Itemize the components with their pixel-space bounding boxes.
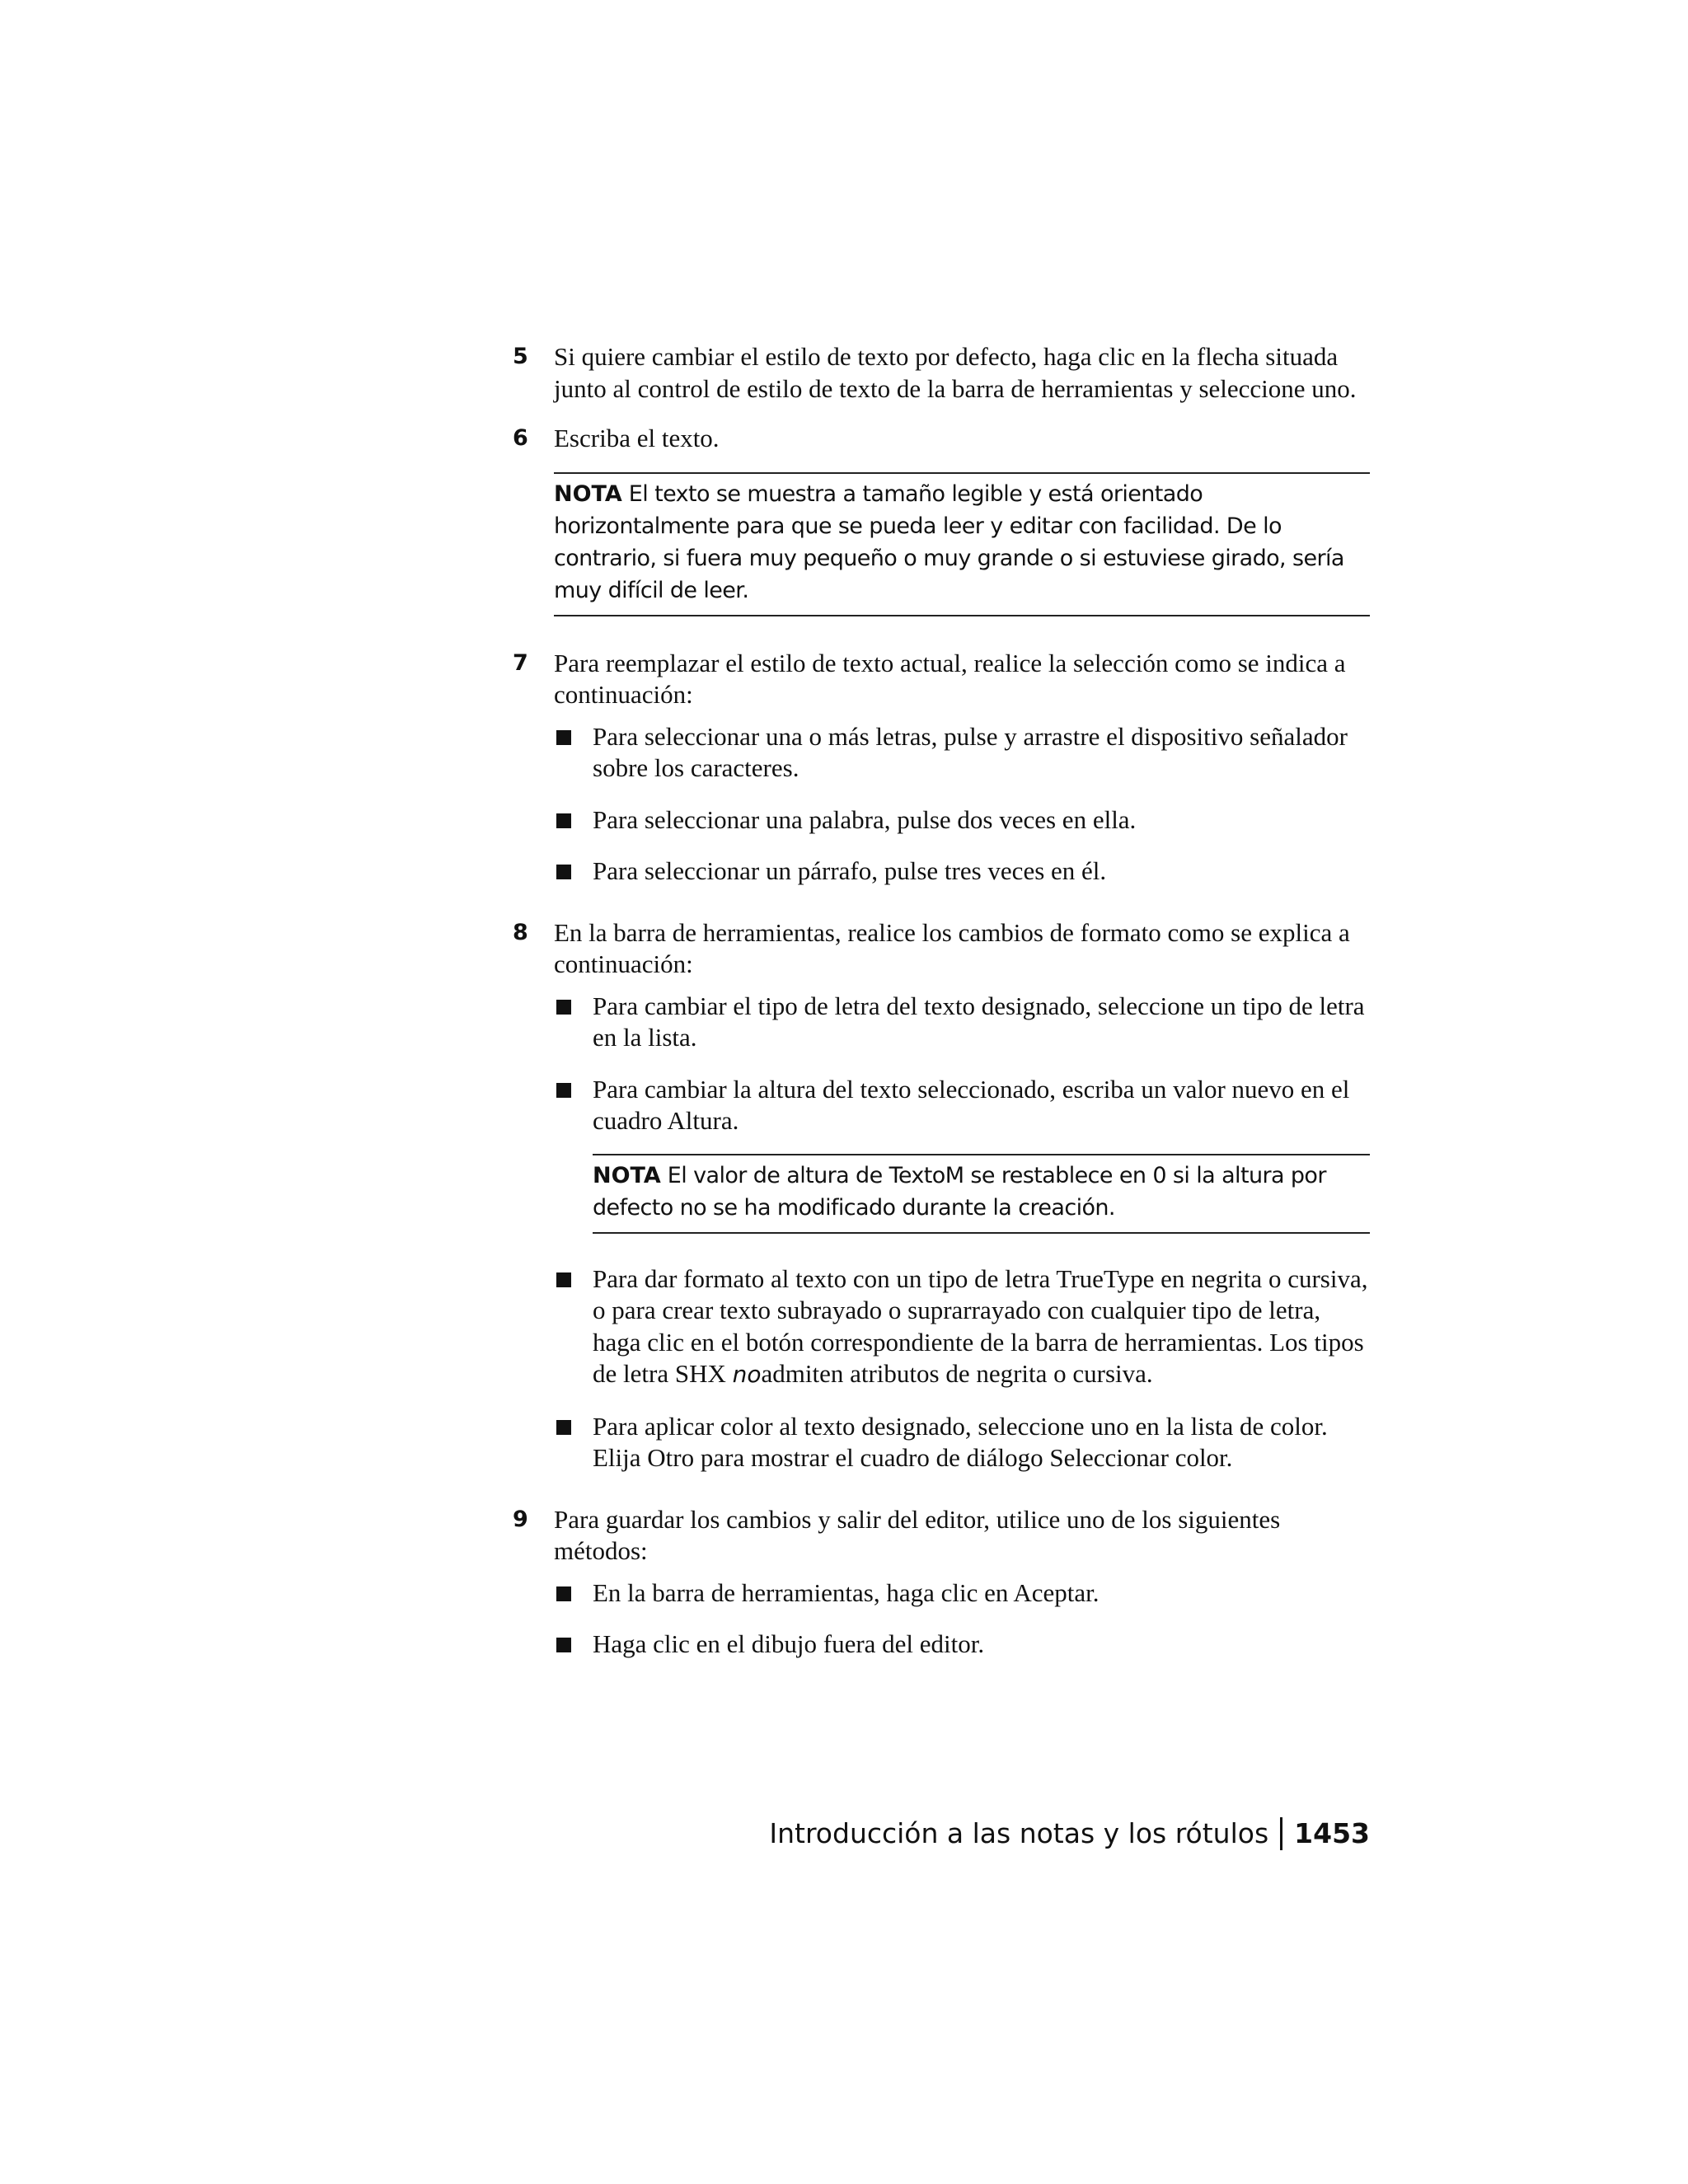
square-bullet-icon <box>556 1586 571 1601</box>
text-run: admiten atributos de negrita o cursiva. <box>761 1359 1153 1388</box>
list-item-text: En la barra de herramientas, haga clic en Aceptar. <box>593 1577 1100 1607</box>
list-item <box>554 1577 1370 1610</box>
footer-section-title: Introducción a las notas y los rótulos <box>769 1817 1269 1849</box>
list-item-text: Para seleccionar una palabra, pulse dos veces en ella. <box>593 804 1137 834</box>
step-7 <box>513 648 1370 888</box>
step-text: Para reemplazar el estilo de texto actual, realice la selección como se indica a continuación: <box>554 648 1346 709</box>
page-content <box>513 341 1370 1661</box>
square-bullet-icon <box>556 813 571 828</box>
list-item-text: Para seleccionar un párrafo, pulse tres veces en él. <box>593 856 1107 885</box>
square-bullet-icon <box>556 1083 571 1098</box>
list-item-text: Para cambiar la altura del texto seleccionado, escriba un valor nuevo en el cuadro Altura. <box>593 1074 1350 1135</box>
list-item <box>554 1263 1370 1391</box>
square-bullet-icon <box>556 865 571 879</box>
square-bullet-icon <box>556 1420 571 1435</box>
list-item-text <box>593 1264 1367 1389</box>
list-item-text: Para aplicar color al texto designado, seleccione uno en la lista de color. Elija Otro para mostrar el cuadro de diálogo Seleccionar color. <box>593 1411 1328 1472</box>
note-label: NOTA <box>554 480 622 507</box>
list-item-text: Haga clic en el dibujo fuera del editor. <box>593 1629 985 1658</box>
note-container <box>554 1154 1370 1234</box>
step-text: Para guardar los cambios y salir del editor, utilice uno de los siguientes métodos: <box>554 1504 1281 1565</box>
list-item <box>554 1074 1370 1137</box>
step-number: 5 <box>513 344 528 369</box>
bullet-list <box>554 991 1370 1474</box>
list-item <box>554 721 1370 785</box>
step-8 <box>513 917 1370 1474</box>
list-item <box>554 1629 1370 1661</box>
step-text: Si quiere cambiar el estilo de texto por defecto, haga clic en la flecha situada junto al control de estilo de texto de la barra de herramientas y seleccione uno. <box>554 342 1357 403</box>
footer-divider <box>1280 1817 1282 1850</box>
step-9 <box>513 1504 1370 1661</box>
list-item <box>554 991 1370 1054</box>
square-bullet-icon <box>556 1000 571 1015</box>
text-run: Para dar formato al texto con un tipo de letra TrueType en negrita o cursiva, o para crear texto subrayado o suprarrayado con cualquier tipo de letra, haga clic en el botón correspondiente de la barra de herramientas. Los tipos de letra SHX <box>593 1263 1368 1388</box>
square-bullet-icon <box>556 730 571 745</box>
square-bullet-icon <box>556 1272 571 1287</box>
step-number: 7 <box>513 649 528 676</box>
list-item <box>554 1411 1370 1474</box>
square-bullet-icon <box>556 1638 571 1652</box>
page-number: 1453 <box>1294 1817 1370 1849</box>
italic-word: no <box>732 1361 762 1388</box>
list-item-text: Para seleccionar una o más letras, pulse y arrastre el dispositivo señalador sobre los caracteres. <box>593 721 1348 782</box>
step-5 <box>513 341 1370 405</box>
note-label: NOTA <box>593 1162 661 1188</box>
note-box <box>554 472 1370 616</box>
page-footer <box>769 1817 1370 1850</box>
note-box <box>593 1154 1370 1234</box>
step-number: 9 <box>513 1506 528 1532</box>
step-number: 8 <box>513 919 528 945</box>
note-text: El texto se muestra a tamaño legible y está orientado horizontalmente para que se pueda leer y editar con facilidad. De lo contrario, si fuera muy pequeño o muy grande o si estuviese girado, sería muy difícil de leer. <box>554 480 1344 603</box>
list-item <box>554 855 1370 888</box>
list-item <box>554 804 1370 837</box>
step-6 <box>513 423 1370 616</box>
step-text: En la barra de herramientas, realice los cambios de formato como se explica a continuación: <box>554 917 1350 978</box>
bullet-list <box>554 721 1370 888</box>
step-number: 6 <box>513 425 528 451</box>
step-text: Escriba el texto. <box>554 424 720 452</box>
list-item-text: Para cambiar el tipo de letra del texto designado, seleccione un tipo de letra en la lista. <box>593 991 1365 1052</box>
bullet-list <box>554 1577 1370 1661</box>
note-text: El valor de altura de TextoM se restablece en 0 si la altura por defecto no se ha modificado durante la creación. <box>593 1162 1326 1221</box>
